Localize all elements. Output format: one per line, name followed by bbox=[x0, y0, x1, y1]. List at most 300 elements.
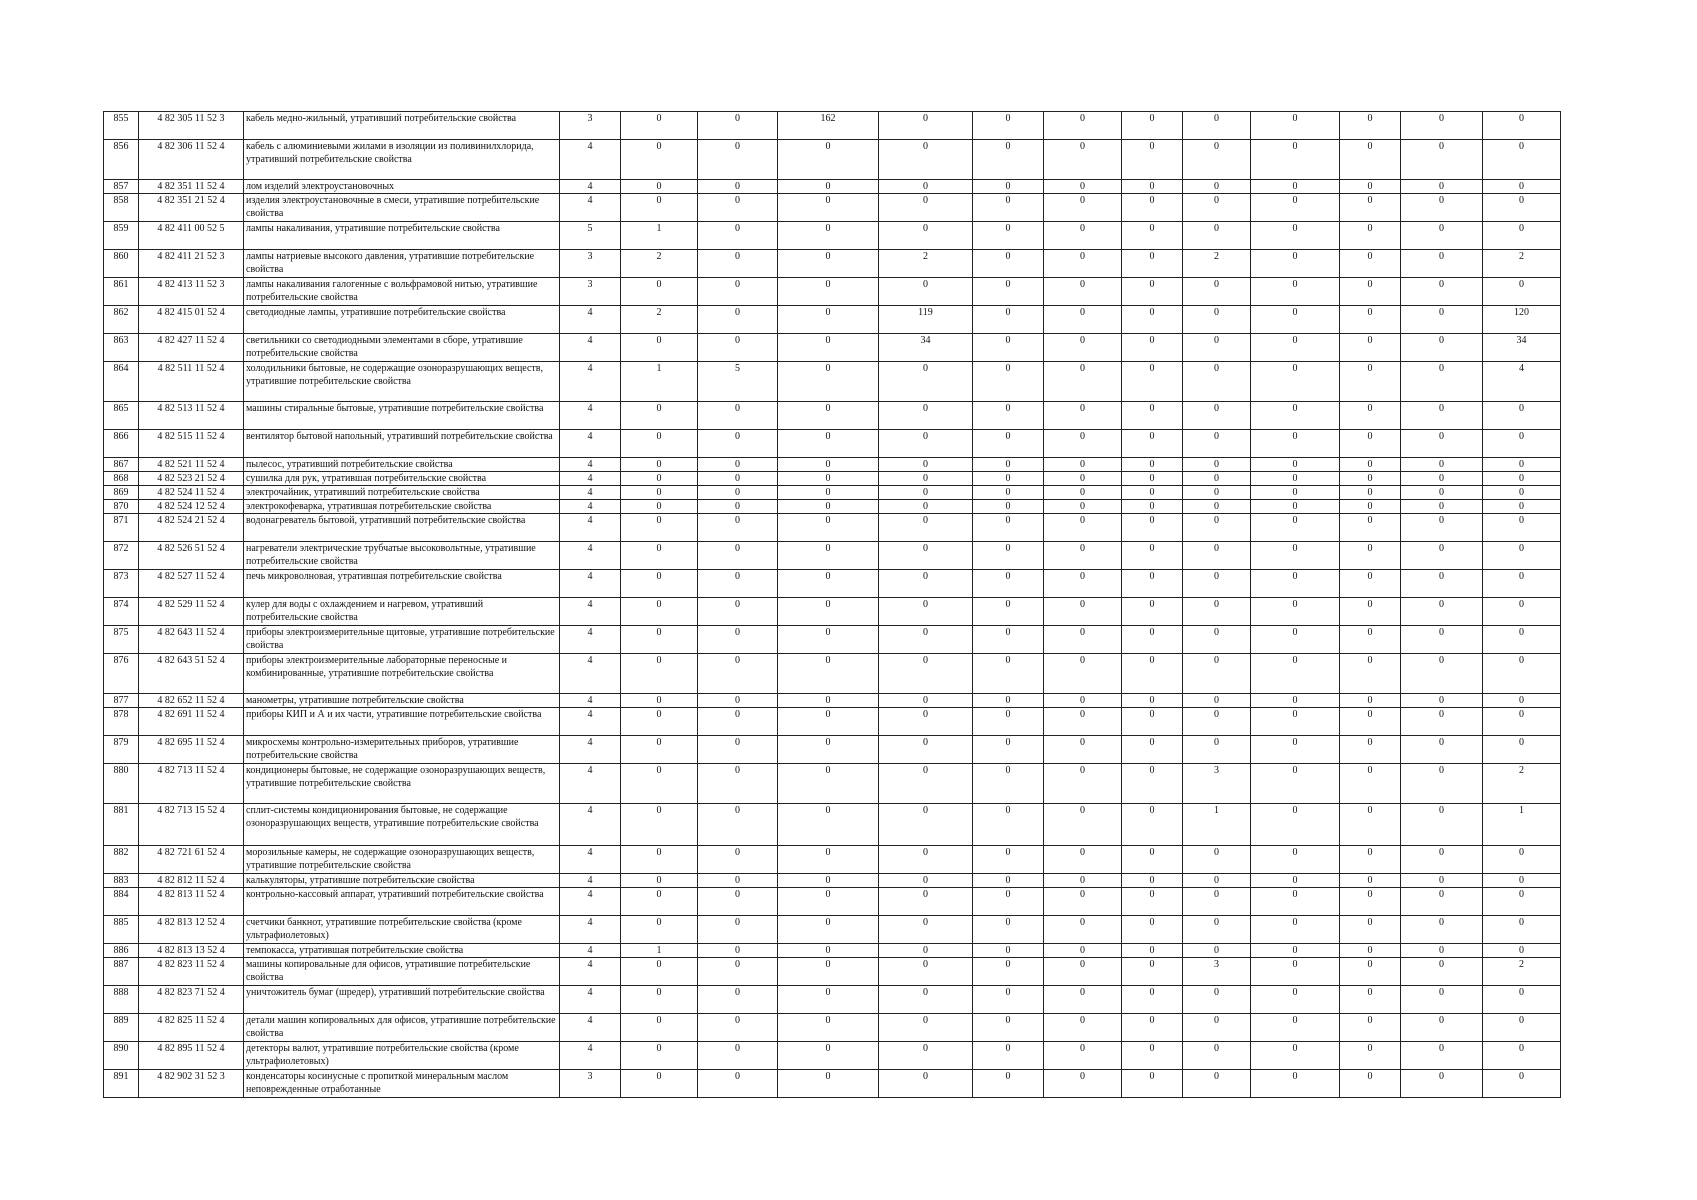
value-cell: 0 bbox=[1483, 458, 1561, 472]
hazard-class-cell: 4 bbox=[560, 402, 621, 430]
value-cell: 0 bbox=[1044, 1070, 1122, 1098]
row-number-cell: 868 bbox=[104, 472, 139, 486]
value-cell: 0 bbox=[1044, 1014, 1122, 1042]
value-cell: 0 bbox=[621, 500, 698, 514]
waste-name-cell: кабель с алюминиевыми жилами в изоляции из поливинилхлорида, утративший потребительские свойства bbox=[244, 140, 560, 180]
fkko-code-cell: 4 82 415 01 52 4 bbox=[139, 306, 244, 334]
fkko-code-cell: 4 82 643 11 52 4 bbox=[139, 626, 244, 654]
value-cell: 0 bbox=[1340, 958, 1401, 986]
waste-name-cell: калькуляторы, утратившие потребительские свойства bbox=[244, 874, 560, 888]
value-cell: 0 bbox=[778, 694, 879, 708]
value-cell: 0 bbox=[698, 402, 778, 430]
fkko-code-cell: 4 82 306 11 52 4 bbox=[139, 140, 244, 180]
waste-name-cell: нагреватели электрические трубчатые высоковольтные, утратившие потребительские свойства bbox=[244, 542, 560, 570]
value-cell: 0 bbox=[698, 542, 778, 570]
value-cell: 0 bbox=[1044, 472, 1122, 486]
value-cell: 0 bbox=[1122, 570, 1183, 598]
value-cell: 0 bbox=[1483, 500, 1561, 514]
value-cell: 0 bbox=[1340, 306, 1401, 334]
value-cell: 0 bbox=[1340, 112, 1401, 140]
value-cell: 0 bbox=[879, 944, 973, 958]
table-row bbox=[104, 402, 1561, 430]
table-row bbox=[104, 1014, 1561, 1042]
value-cell: 0 bbox=[698, 736, 778, 764]
row-number-cell: 876 bbox=[104, 654, 139, 694]
row-number-cell: 883 bbox=[104, 874, 139, 888]
value-cell: 0 bbox=[1340, 430, 1401, 458]
table-row bbox=[104, 944, 1561, 958]
row-number-cell: 889 bbox=[104, 1014, 139, 1042]
value-cell: 0 bbox=[698, 306, 778, 334]
fkko-code-cell: 4 82 427 11 52 4 bbox=[139, 334, 244, 362]
value-cell: 0 bbox=[1340, 250, 1401, 278]
fkko-code-cell: 4 82 652 11 52 4 bbox=[139, 694, 244, 708]
value-cell: 0 bbox=[698, 430, 778, 458]
value-cell: 0 bbox=[778, 1070, 879, 1098]
value-cell: 0 bbox=[973, 708, 1044, 736]
value-cell: 0 bbox=[973, 402, 1044, 430]
table-row bbox=[104, 874, 1561, 888]
value-cell: 0 bbox=[973, 846, 1044, 874]
value-cell: 0 bbox=[1122, 500, 1183, 514]
fkko-code-cell: 4 82 813 13 52 4 bbox=[139, 944, 244, 958]
value-cell: 0 bbox=[1251, 194, 1340, 222]
value-cell: 0 bbox=[1340, 570, 1401, 598]
waste-name-cell: кондиционеры бытовые, не содержащие озоноразрушающих веществ, утратившие потребительские свойства bbox=[244, 764, 560, 804]
value-cell: 0 bbox=[879, 654, 973, 694]
value-cell: 0 bbox=[1251, 542, 1340, 570]
value-cell: 0 bbox=[1122, 486, 1183, 500]
value-cell: 0 bbox=[621, 626, 698, 654]
value-cell: 2 bbox=[1483, 250, 1561, 278]
value-cell: 0 bbox=[1183, 694, 1251, 708]
value-cell: 0 bbox=[621, 458, 698, 472]
row-number-cell: 880 bbox=[104, 764, 139, 804]
value-cell: 0 bbox=[621, 958, 698, 986]
value-cell: 0 bbox=[778, 958, 879, 986]
value-cell: 0 bbox=[698, 1070, 778, 1098]
value-cell: 0 bbox=[621, 542, 698, 570]
value-cell: 0 bbox=[1340, 736, 1401, 764]
value-cell: 0 bbox=[1122, 654, 1183, 694]
value-cell: 0 bbox=[1401, 708, 1483, 736]
row-number-cell: 873 bbox=[104, 570, 139, 598]
waste-name-cell: печь микроволновая, утратившая потребительские свойства bbox=[244, 570, 560, 598]
table-row bbox=[104, 626, 1561, 654]
value-cell: 0 bbox=[621, 764, 698, 804]
value-cell: 0 bbox=[1044, 708, 1122, 736]
value-cell: 0 bbox=[1044, 846, 1122, 874]
value-cell: 0 bbox=[621, 570, 698, 598]
value-cell: 0 bbox=[1340, 888, 1401, 916]
value-cell: 0 bbox=[1183, 112, 1251, 140]
value-cell: 0 bbox=[879, 916, 973, 944]
table-row bbox=[104, 180, 1561, 194]
value-cell: 0 bbox=[778, 250, 879, 278]
value-cell: 0 bbox=[1044, 764, 1122, 804]
fkko-code-cell: 4 82 823 71 52 4 bbox=[139, 986, 244, 1014]
waste-name-cell: кабель медно-жильный, утративший потребительские свойства bbox=[244, 112, 560, 140]
value-cell: 0 bbox=[973, 986, 1044, 1014]
value-cell: 0 bbox=[973, 542, 1044, 570]
value-cell: 0 bbox=[621, 654, 698, 694]
waste-name-cell: уничтожитель бумаг (шредер), утративший потребительские свойства bbox=[244, 986, 560, 1014]
fkko-code-cell: 4 82 411 00 52 5 bbox=[139, 222, 244, 250]
value-cell: 0 bbox=[1122, 626, 1183, 654]
value-cell: 0 bbox=[1122, 334, 1183, 362]
value-cell: 0 bbox=[973, 874, 1044, 888]
value-cell: 0 bbox=[1183, 1014, 1251, 1042]
hazard-class-cell: 4 bbox=[560, 958, 621, 986]
value-cell: 0 bbox=[1044, 334, 1122, 362]
value-cell: 0 bbox=[1251, 570, 1340, 598]
value-cell: 0 bbox=[1340, 916, 1401, 944]
table-row bbox=[104, 598, 1561, 626]
value-cell: 0 bbox=[778, 1014, 879, 1042]
value-cell: 0 bbox=[1340, 986, 1401, 1014]
value-cell: 0 bbox=[1122, 804, 1183, 846]
value-cell: 0 bbox=[879, 362, 973, 402]
value-cell: 0 bbox=[973, 334, 1044, 362]
value-cell: 0 bbox=[621, 1070, 698, 1098]
row-number-cell: 884 bbox=[104, 888, 139, 916]
value-cell: 0 bbox=[1044, 570, 1122, 598]
table-row bbox=[104, 570, 1561, 598]
table-row bbox=[104, 430, 1561, 458]
hazard-class-cell: 4 bbox=[560, 500, 621, 514]
value-cell: 0 bbox=[1340, 180, 1401, 194]
value-cell: 0 bbox=[698, 570, 778, 598]
table-row bbox=[104, 1070, 1561, 1098]
hazard-class-cell: 4 bbox=[560, 180, 621, 194]
value-cell: 0 bbox=[1340, 362, 1401, 402]
row-number-cell: 865 bbox=[104, 402, 139, 430]
value-cell: 0 bbox=[1340, 708, 1401, 736]
value-cell: 0 bbox=[1122, 306, 1183, 334]
value-cell: 0 bbox=[1251, 430, 1340, 458]
value-cell: 0 bbox=[973, 1014, 1044, 1042]
value-cell: 0 bbox=[1251, 222, 1340, 250]
row-number-cell: 891 bbox=[104, 1070, 139, 1098]
value-cell: 0 bbox=[879, 222, 973, 250]
value-cell: 0 bbox=[1251, 708, 1340, 736]
fkko-code-cell: 4 82 721 61 52 4 bbox=[139, 846, 244, 874]
value-cell: 0 bbox=[1251, 250, 1340, 278]
value-cell: 0 bbox=[879, 140, 973, 180]
value-cell: 0 bbox=[973, 888, 1044, 916]
hazard-class-cell: 4 bbox=[560, 708, 621, 736]
value-cell: 0 bbox=[1401, 278, 1483, 306]
value-cell: 0 bbox=[621, 334, 698, 362]
value-cell: 0 bbox=[1044, 458, 1122, 472]
value-cell: 0 bbox=[973, 306, 1044, 334]
value-cell: 0 bbox=[698, 140, 778, 180]
value-cell: 34 bbox=[1483, 334, 1561, 362]
value-cell: 0 bbox=[1251, 362, 1340, 402]
value-cell: 0 bbox=[879, 1070, 973, 1098]
value-cell: 0 bbox=[973, 598, 1044, 626]
value-cell: 0 bbox=[1401, 764, 1483, 804]
hazard-class-cell: 4 bbox=[560, 764, 621, 804]
row-number-cell: 856 bbox=[104, 140, 139, 180]
value-cell: 0 bbox=[698, 334, 778, 362]
waste-name-cell: лампы натриевые высокого давления, утратившие потребительские свойства bbox=[244, 250, 560, 278]
hazard-class-cell: 4 bbox=[560, 542, 621, 570]
waste-name-cell: машины стиральные бытовые, утратившие потребительские свойства bbox=[244, 402, 560, 430]
value-cell: 0 bbox=[1483, 986, 1561, 1014]
row-number-cell: 867 bbox=[104, 458, 139, 472]
fkko-code-cell: 4 82 351 21 52 4 bbox=[139, 194, 244, 222]
waste-name-cell: лом изделий электроустановочных bbox=[244, 180, 560, 194]
waste-name-cell: холодильники бытовые, не содержащие озоноразрушающих веществ, утратившие потребительские свойства bbox=[244, 362, 560, 402]
value-cell: 0 bbox=[778, 804, 879, 846]
value-cell: 0 bbox=[1340, 278, 1401, 306]
value-cell: 0 bbox=[1340, 458, 1401, 472]
value-cell: 0 bbox=[698, 458, 778, 472]
waste-name-cell: приборы электроизмерительные щитовые, утратившие потребительские свойства bbox=[244, 626, 560, 654]
value-cell: 2 bbox=[1183, 250, 1251, 278]
value-cell: 0 bbox=[698, 764, 778, 804]
value-cell: 0 bbox=[1251, 486, 1340, 500]
hazard-class-cell: 5 bbox=[560, 222, 621, 250]
value-cell: 0 bbox=[1251, 402, 1340, 430]
value-cell: 0 bbox=[1122, 402, 1183, 430]
table-row bbox=[104, 708, 1561, 736]
hazard-class-cell: 4 bbox=[560, 306, 621, 334]
row-number-cell: 864 bbox=[104, 362, 139, 402]
value-cell: 0 bbox=[1401, 570, 1483, 598]
row-number-cell: 866 bbox=[104, 430, 139, 458]
value-cell: 0 bbox=[1183, 514, 1251, 542]
value-cell: 0 bbox=[1044, 736, 1122, 764]
value-cell: 1 bbox=[1483, 804, 1561, 846]
value-cell: 0 bbox=[1122, 514, 1183, 542]
row-number-cell: 857 bbox=[104, 180, 139, 194]
value-cell: 0 bbox=[621, 708, 698, 736]
value-cell: 0 bbox=[973, 1042, 1044, 1070]
value-cell: 0 bbox=[879, 888, 973, 916]
value-cell: 0 bbox=[879, 194, 973, 222]
value-cell: 0 bbox=[1401, 250, 1483, 278]
value-cell: 0 bbox=[1183, 458, 1251, 472]
value-cell: 0 bbox=[1183, 402, 1251, 430]
hazard-class-cell: 4 bbox=[560, 888, 621, 916]
value-cell: 0 bbox=[621, 888, 698, 916]
value-cell: 0 bbox=[1122, 458, 1183, 472]
row-number-cell: 874 bbox=[104, 598, 139, 626]
value-cell: 0 bbox=[621, 874, 698, 888]
value-cell: 0 bbox=[778, 306, 879, 334]
value-cell: 0 bbox=[1122, 916, 1183, 944]
value-cell: 0 bbox=[1401, 472, 1483, 486]
waste-name-cell: электрокофеварка, утратившая потребительские свойства bbox=[244, 500, 560, 514]
row-number-cell: 882 bbox=[104, 846, 139, 874]
fkko-code-cell: 4 82 895 11 52 4 bbox=[139, 1042, 244, 1070]
value-cell: 0 bbox=[1183, 626, 1251, 654]
value-cell: 0 bbox=[1044, 874, 1122, 888]
value-cell: 0 bbox=[1044, 804, 1122, 846]
value-cell: 0 bbox=[1183, 306, 1251, 334]
table-row bbox=[104, 334, 1561, 362]
table-row bbox=[104, 486, 1561, 500]
fkko-code-cell: 4 82 825 11 52 4 bbox=[139, 1014, 244, 1042]
hazard-class-cell: 3 bbox=[560, 278, 621, 306]
value-cell: 0 bbox=[973, 570, 1044, 598]
value-cell: 0 bbox=[698, 1014, 778, 1042]
value-cell: 0 bbox=[1183, 222, 1251, 250]
fkko-code-cell: 4 82 413 11 52 3 bbox=[139, 278, 244, 306]
value-cell: 0 bbox=[1122, 140, 1183, 180]
value-cell: 3 bbox=[1183, 958, 1251, 986]
value-cell: 3 bbox=[1183, 764, 1251, 804]
value-cell: 162 bbox=[778, 112, 879, 140]
value-cell: 0 bbox=[698, 472, 778, 486]
value-cell: 0 bbox=[973, 736, 1044, 764]
value-cell: 0 bbox=[1340, 874, 1401, 888]
value-cell: 0 bbox=[1183, 500, 1251, 514]
value-cell: 0 bbox=[879, 804, 973, 846]
value-cell: 0 bbox=[1401, 1042, 1483, 1070]
fkko-code-cell: 4 82 305 11 52 3 bbox=[139, 112, 244, 140]
value-cell: 0 bbox=[1183, 140, 1251, 180]
value-cell: 0 bbox=[778, 472, 879, 486]
fkko-code-cell: 4 82 813 11 52 4 bbox=[139, 888, 244, 916]
value-cell: 0 bbox=[778, 222, 879, 250]
value-cell: 0 bbox=[1251, 944, 1340, 958]
hazard-class-cell: 4 bbox=[560, 362, 621, 402]
value-cell: 0 bbox=[1483, 180, 1561, 194]
table-row bbox=[104, 764, 1561, 804]
value-cell: 0 bbox=[973, 472, 1044, 486]
value-cell: 0 bbox=[1122, 598, 1183, 626]
value-cell: 0 bbox=[1183, 986, 1251, 1014]
waste-name-cell: кулер для воды с охлаждением и нагревом, утративший потребительские свойства bbox=[244, 598, 560, 626]
value-cell: 0 bbox=[1122, 430, 1183, 458]
value-cell: 0 bbox=[1251, 874, 1340, 888]
value-cell: 0 bbox=[698, 944, 778, 958]
value-cell: 0 bbox=[698, 278, 778, 306]
hazard-class-cell: 4 bbox=[560, 944, 621, 958]
hazard-class-cell: 4 bbox=[560, 458, 621, 472]
value-cell: 0 bbox=[1251, 112, 1340, 140]
value-cell: 0 bbox=[778, 430, 879, 458]
value-cell: 0 bbox=[1401, 888, 1483, 916]
value-cell: 0 bbox=[973, 916, 1044, 944]
value-cell: 0 bbox=[698, 708, 778, 736]
value-cell: 0 bbox=[1251, 804, 1340, 846]
table-row bbox=[104, 250, 1561, 278]
value-cell: 2 bbox=[621, 306, 698, 334]
value-cell: 0 bbox=[879, 764, 973, 804]
value-cell: 0 bbox=[698, 874, 778, 888]
waste-name-cell: счетчики банкнот, утратившие потребительские свойства (кроме ультрафиолетовых) bbox=[244, 916, 560, 944]
value-cell: 0 bbox=[778, 514, 879, 542]
value-cell: 0 bbox=[1044, 654, 1122, 694]
value-cell: 0 bbox=[698, 694, 778, 708]
value-cell: 0 bbox=[1340, 402, 1401, 430]
row-number-cell: 860 bbox=[104, 250, 139, 278]
fkko-code-cell: 4 82 902 31 52 3 bbox=[139, 1070, 244, 1098]
hazard-class-cell: 4 bbox=[560, 334, 621, 362]
waste-name-cell: изделия электроустановочные в смеси, утратившие потребительские свойства bbox=[244, 194, 560, 222]
value-cell: 0 bbox=[1483, 514, 1561, 542]
value-cell: 0 bbox=[973, 626, 1044, 654]
waste-name-cell: электрочайник, утративший потребительские свойства bbox=[244, 486, 560, 500]
value-cell: 0 bbox=[1340, 334, 1401, 362]
value-cell: 0 bbox=[1044, 944, 1122, 958]
value-cell: 0 bbox=[1483, 598, 1561, 626]
value-cell: 0 bbox=[1122, 180, 1183, 194]
value-cell: 1 bbox=[1183, 804, 1251, 846]
fkko-code-cell: 4 82 643 51 52 4 bbox=[139, 654, 244, 694]
value-cell: 0 bbox=[621, 112, 698, 140]
value-cell: 0 bbox=[1122, 542, 1183, 570]
value-cell: 0 bbox=[778, 764, 879, 804]
table-row bbox=[104, 736, 1561, 764]
value-cell: 0 bbox=[698, 888, 778, 916]
value-cell: 0 bbox=[1122, 1014, 1183, 1042]
value-cell: 0 bbox=[973, 278, 1044, 306]
row-number-cell: 881 bbox=[104, 804, 139, 846]
fkko-code-cell: 4 82 526 51 52 4 bbox=[139, 542, 244, 570]
waste-name-cell: лампы накаливания галогенные с вольфрамовой нитью, утратившие потребительские свойства bbox=[244, 278, 560, 306]
hazard-class-cell: 4 bbox=[560, 194, 621, 222]
fkko-code-cell: 4 82 823 11 52 4 bbox=[139, 958, 244, 986]
value-cell: 0 bbox=[973, 140, 1044, 180]
value-cell: 0 bbox=[1483, 542, 1561, 570]
value-cell: 0 bbox=[973, 764, 1044, 804]
row-number-cell: 878 bbox=[104, 708, 139, 736]
value-cell: 0 bbox=[778, 334, 879, 362]
value-cell: 0 bbox=[1483, 874, 1561, 888]
value-cell: 0 bbox=[698, 180, 778, 194]
value-cell: 0 bbox=[1122, 874, 1183, 888]
value-cell: 0 bbox=[1044, 306, 1122, 334]
value-cell: 0 bbox=[1340, 804, 1401, 846]
fkko-code-cell: 4 82 713 11 52 4 bbox=[139, 764, 244, 804]
table-row bbox=[104, 694, 1561, 708]
value-cell: 0 bbox=[778, 888, 879, 916]
fkko-code-cell: 4 82 523 21 52 4 bbox=[139, 472, 244, 486]
value-cell: 0 bbox=[879, 708, 973, 736]
value-cell: 0 bbox=[1401, 514, 1483, 542]
fkko-code-cell: 4 82 713 15 52 4 bbox=[139, 804, 244, 846]
value-cell: 0 bbox=[1044, 694, 1122, 708]
value-cell: 0 bbox=[1251, 958, 1340, 986]
value-cell: 0 bbox=[1122, 694, 1183, 708]
value-cell: 0 bbox=[973, 194, 1044, 222]
hazard-class-cell: 4 bbox=[560, 626, 621, 654]
value-cell: 0 bbox=[973, 430, 1044, 458]
value-cell: 0 bbox=[1340, 654, 1401, 694]
value-cell: 0 bbox=[1251, 626, 1340, 654]
value-cell: 0 bbox=[1044, 500, 1122, 514]
value-cell: 0 bbox=[698, 986, 778, 1014]
value-cell: 0 bbox=[778, 194, 879, 222]
value-cell: 0 bbox=[1251, 306, 1340, 334]
row-number-cell: 861 bbox=[104, 278, 139, 306]
value-cell: 0 bbox=[879, 1014, 973, 1042]
value-cell: 0 bbox=[1251, 1070, 1340, 1098]
value-cell: 0 bbox=[1044, 402, 1122, 430]
fkko-code-cell: 4 82 691 11 52 4 bbox=[139, 708, 244, 736]
value-cell: 0 bbox=[1183, 486, 1251, 500]
value-cell: 0 bbox=[1401, 430, 1483, 458]
value-cell: 0 bbox=[1044, 180, 1122, 194]
value-cell: 0 bbox=[1251, 888, 1340, 916]
value-cell: 0 bbox=[879, 874, 973, 888]
value-cell: 0 bbox=[879, 958, 973, 986]
